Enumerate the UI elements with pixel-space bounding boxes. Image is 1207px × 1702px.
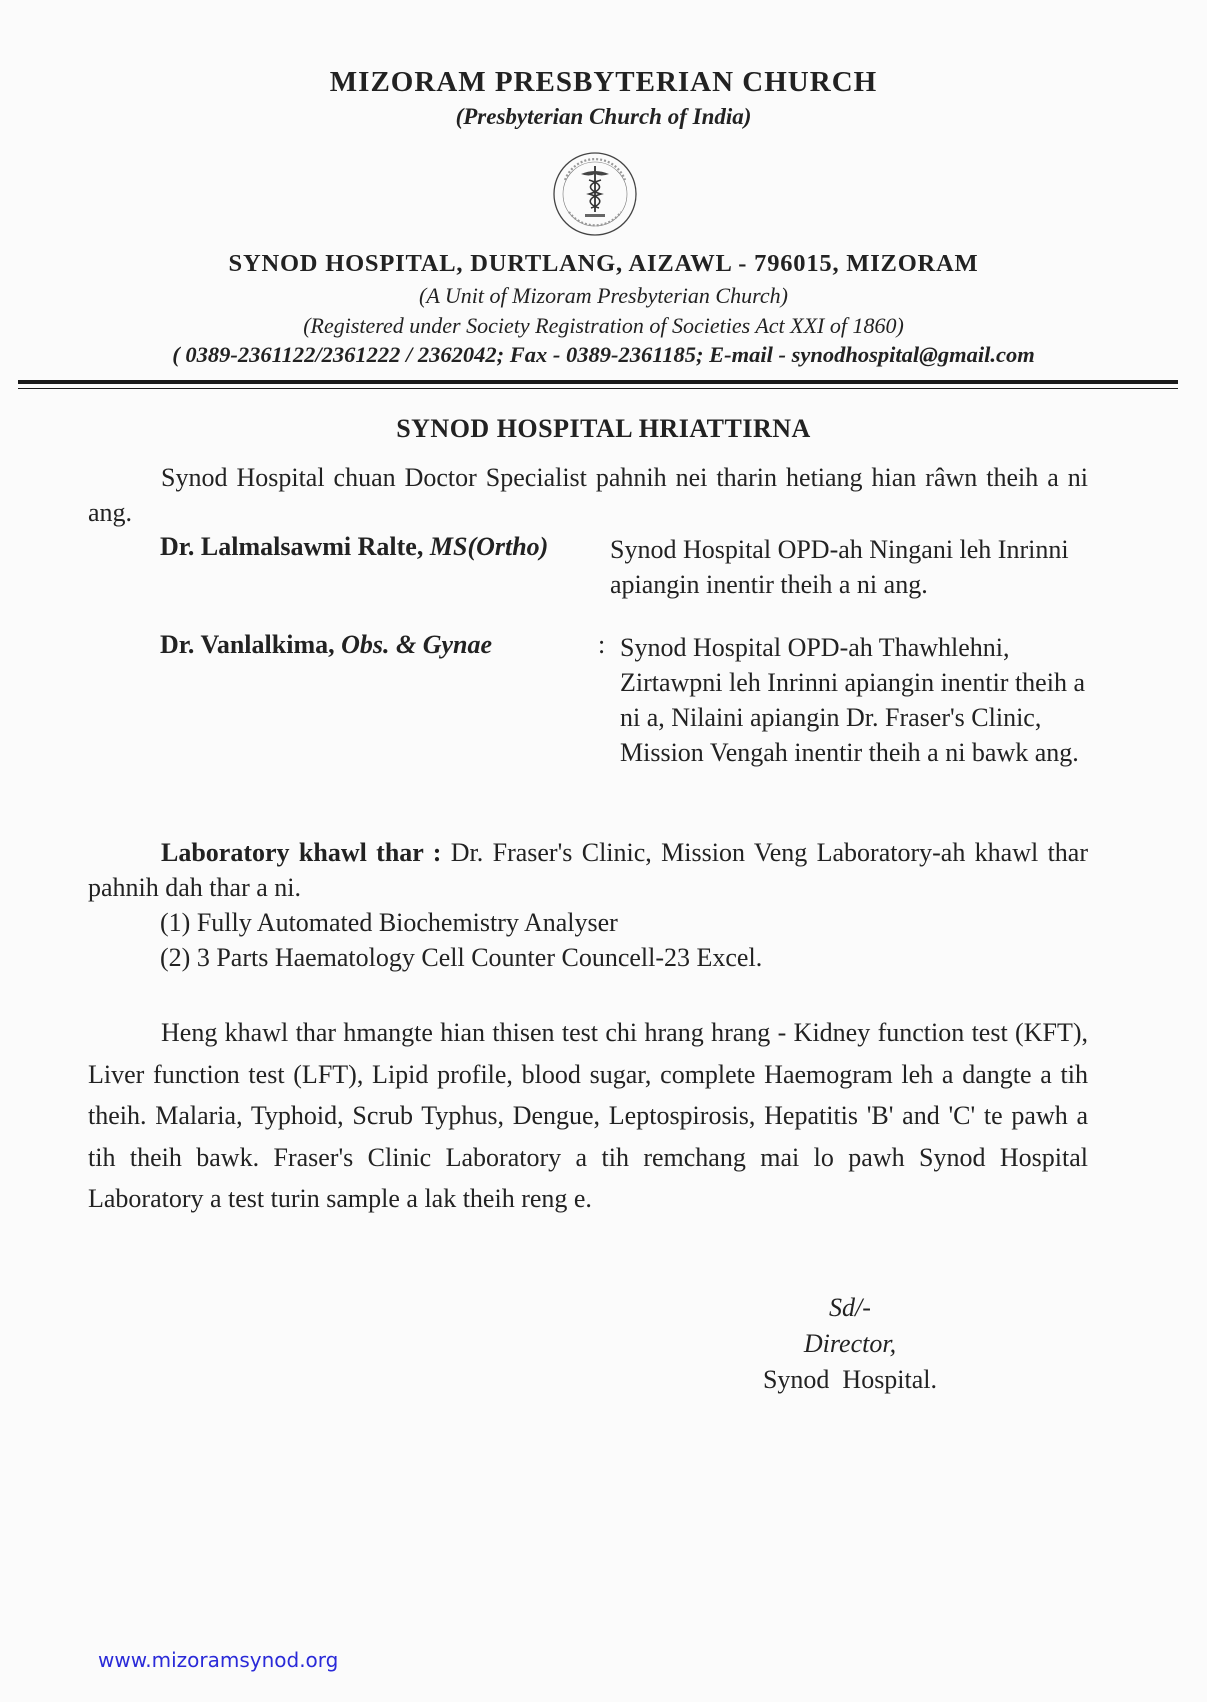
doctor-1-specialty: MS(Ortho) <box>429 532 549 561</box>
doctor-2-name-text: Dr. Vanlalkima, <box>160 630 335 659</box>
list-item: (2) 3 Parts Haematology Cell Counter Councell-23 Excel. <box>160 943 763 972</box>
doctor-2-detail: Synod Hospital OPD-ah Thawhlehni, Zirtawpni leh Inrinni apiangin inentir theih a ni a, Nilaini apiangin Dr. Fraser's Clinic, Mission Vengah inentir theih a ni bawk ang. <box>620 633 1085 767</box>
signature-block <box>700 1290 1000 1398</box>
closing-paragraph: Heng khawl thar hmangte hian thisen test chi hrang hrang - Kidney function test (KFT), Liver function test (LFT), Lipid profile, blood sugar, complete Haemogram leh a dangte a tih theih. Malaria, Typhoid, Scrub Typhus, Dengue, Leptospirosis, Hepatitis 'B' and 'C' te pawh a tih theih bawk. Fraser's Clinic Laboratory a tih remchang mai lo pawh Synod Hospital Laboratory a test turin sample a lak theih reng e. <box>88 1018 1088 1213</box>
laboratory-paragraph <box>88 835 1088 905</box>
org-title: MIZORAM PRESBYTERIAN CHURCH <box>329 66 878 98</box>
contact-line: ( 0389-2361122/2361222 / 2362042; Fax - 0389-2361185; E-mail - synodhospital@gmail.com <box>172 342 1035 367</box>
signature-role: Director, <box>803 1329 897 1358</box>
doctor-1-detail: Synod Hospital OPD-ah Ningani leh Inrinni apiangin inentir theih a ni ang. <box>610 535 1069 599</box>
doctor-2-name <box>160 630 492 660</box>
signature-sd: Sd/- <box>829 1293 871 1322</box>
intro-paragraph: Synod Hospital chuan Doctor Specialist pahnih nei tharin hetiang hian râwn theih a ni ang. <box>88 463 1088 527</box>
registration-line: (Registered under Society Registration of Societies Act XXI of 1860) <box>303 313 904 338</box>
header-divider-thin <box>18 388 1178 389</box>
list-item: (1) Fully Automated Biochemistry Analyser <box>160 908 618 937</box>
laboratory-heading: Laboratory khawl thar : <box>161 838 442 867</box>
doctor-2-colon: : <box>598 630 606 659</box>
signature-org: Synod Hospital. <box>762 1365 938 1394</box>
notice-title: SYNOD HOSPITAL HRIATTIRNA <box>396 414 811 443</box>
header-divider <box>18 380 1178 384</box>
doctor-1-name <box>160 532 548 562</box>
hospital-title: SYNOD HOSPITAL, DURTLANG, AIZAWL - 796015, MIZORAM <box>228 250 979 277</box>
org-subtitle: (Presbyterian Church of India) <box>455 104 752 129</box>
laboratory-text: Dr. Fraser's Clinic, Mission Veng Laboratory-ah khawl thar pahnih dah thar a ni. <box>88 838 1089 902</box>
website-link[interactable]: www.mizoramsynod.org <box>98 1648 339 1672</box>
laboratory-list <box>160 905 762 975</box>
unit-line: (A Unit of Mizoram Presbyterian Church) <box>419 283 788 308</box>
doctor-1-name-text: Dr. Lalmalsawmi Ralte, <box>160 532 424 561</box>
hospital-caduceus-seal-icon <box>551 150 639 238</box>
doctor-2-specialty: Obs. & Gynae <box>341 630 493 659</box>
